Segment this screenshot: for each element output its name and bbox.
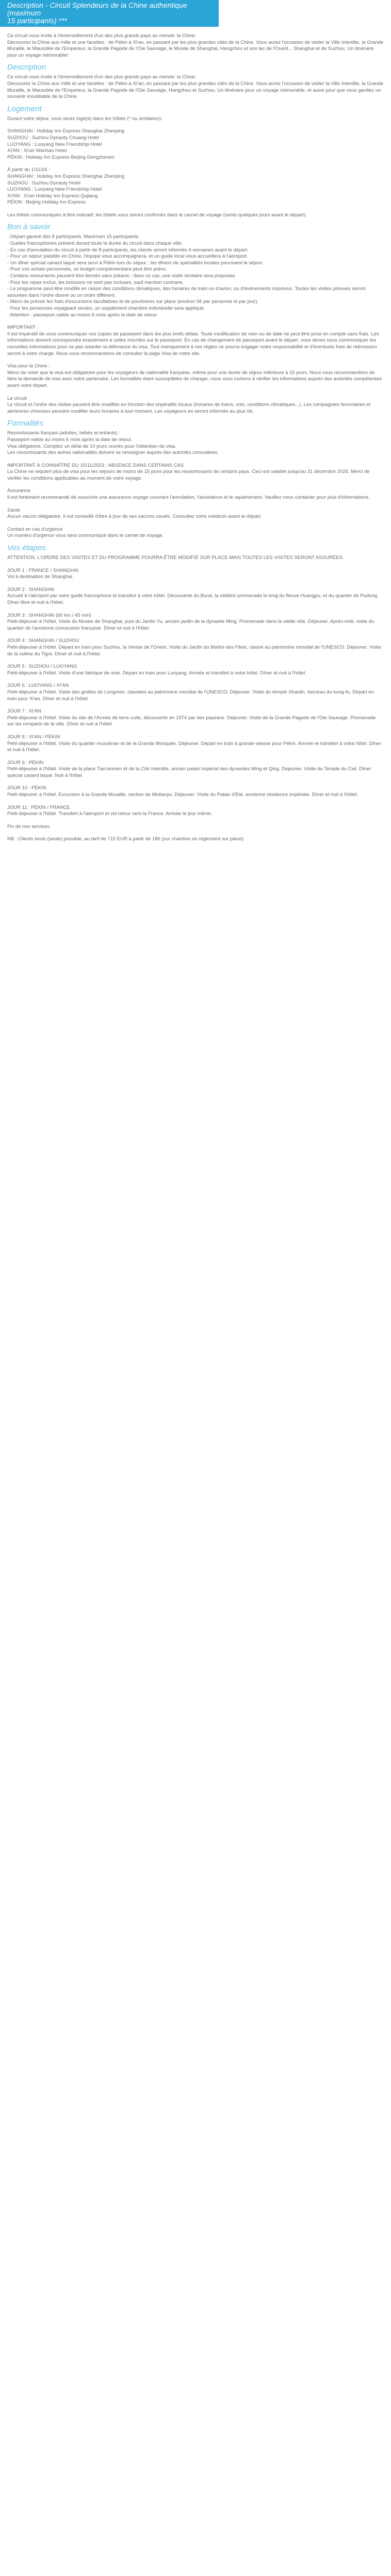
itineraire-heading: Vos étapes xyxy=(7,544,46,553)
formalites-text: Ressortissants français (adultes, bébés et enfants) : xyxy=(7,430,120,436)
logement-intro: Durant votre séjour, vous serez logé(e) dans les hôtels (* ou similaires): xyxy=(7,115,162,122)
important2-title: IMPORTANT À CONNAÎTRE DU 15/11/2023 : ABSENCE DANS CERTAINS CAS xyxy=(7,462,184,468)
list-item: XI'AN : Xi'an Holiday Inn Express Qujiang xyxy=(7,193,98,199)
important2-text: La Chine ne requiert plus de visa pour les séjours de moins de 15 jours pour les ressortissants de certains pays. Ceci est valable jusqu'au 31 décembre 2025. Merci de vérifier les conditions applicables au moment de votre voyage. xyxy=(7,469,370,481)
itineraire-attention: ATTENTION, L'ORDRE DES VISITES ET DU PROGRAMME POURRA ÊTRE MODIFIÉ SUR PLACE MAIS TOUTES LES VISITES SERONT ASSURÉES. xyxy=(7,555,344,561)
important-title: IMPORTANT : xyxy=(7,325,39,331)
list-item: - Pour vos achats personnels, un budget complémentaire peut être prévu. xyxy=(7,266,167,273)
urgence-title: Contact en cas d'urgence xyxy=(7,526,63,532)
day-title: JOUR 7 : XI'AN xyxy=(7,708,41,715)
itineraire-fin: Fin de nos services. xyxy=(7,823,51,829)
page-title-line2: 15 participants) *** xyxy=(7,16,67,25)
day-text: Petit-déjeuner à l'hôtel. Visite de la place Tian'anmen et de la Cité Interdite, ancien palais impérial des dynasties Ming et Qing. Déjeuner. Visite du Temple du Ciel. Dîner spécial canard laqué. Nuit à l'hôtel. xyxy=(7,766,371,778)
list-item: LUOYANG : Luoyang New Friendship Hotel xyxy=(7,141,102,147)
list-item: - Merci de prévoir les frais d'excursions facultatives et de pourboires sur place (environ 5€ par personne et par jour). xyxy=(7,299,259,305)
logement-heading: Logement xyxy=(7,104,42,113)
day-text: Petit-déjeuner à l'hôtel. Visite des grottes de Longmen, classées au patrimoine mondial de l'UNESCO. Déjeuner. Visite du temple Shaolin, berceau du kung-fu. Départ en train pour Xi'an. Dîner et nuit à l'hôtel. xyxy=(7,689,374,702)
day-title: JOUR 2 : SHANGHAI xyxy=(7,586,55,592)
list-item: PÉKIN : Beijing Holiday Inn Express xyxy=(7,199,86,206)
visa-text: Merci de noter que le visa est obligatoire pour les voyageurs de nationalité française, même pour une durée de séjour inférieure à 15 jours. Nous vous recommandons de faire la demande de visa avec notre partenaire. Les formalités étant susceptibles de changer, nous vous invitons à vérifier les informations auprès des autorités compétentes avant votre départ. xyxy=(7,369,382,388)
list-item: - Pour un séjour paisible en Chine, l'équipe vous accompagnera, et un guide local vous accueillera à l'aéroport. xyxy=(7,253,248,260)
bon-a-savoir-list xyxy=(7,234,384,318)
list-item: - Attention : passeport valide au moins 6 mois après la date de retour. xyxy=(7,312,158,318)
day-text: Vol à destination de Shanghai. xyxy=(7,574,74,580)
visa-title: Visa pour la Chine : xyxy=(7,363,50,369)
day-title: JOUR 8 : XI'AN / PÉKIN xyxy=(7,734,60,740)
bon-a-savoir-heading: Bon à savoir xyxy=(7,223,51,232)
list-item: - Le programme peut être modifié en raison des conditions climatiques, des horaires de train ou d'avion, ou d'événements imprévus. Toutes les visites prévues seront assurées dans l'ordre donné ou un ordre différent. xyxy=(7,286,366,298)
day-text: Accueil à l'aéroport par votre guide francophone et transfert à votre hôtel. Découverte du Bund, la célèbre promenade le long du fleuve Huangpu, et du quartier de Pudong. Dîner libre et nuit à l'hôtel. xyxy=(7,593,379,605)
list-item: SUZHOU : Suzhou Dynasty Hotel xyxy=(7,180,81,186)
circuit-text: Le circuit et l'ordre des visites peuvent être modifiés en fonction des impératifs locaux (horaires de trains, vols, conditions climatiques...). Les compagnies ferroviaires et aériennes chinoises peuvent modifier leurs horaires à tout moment. Les voyageurs en seront informés au plus tôt. xyxy=(7,402,371,414)
list-item: - Un dîner spécial canard laqué sera servi à Pékin lors du séjour ; les dîners de spécialités locales ponctuent le séjour. xyxy=(7,260,264,266)
day-title: JOUR 9 : PÉKIN xyxy=(7,759,44,766)
list-item: - Pour les repas inclus, les boissons ne sont pas incluses, sauf mention contraire. xyxy=(7,279,184,285)
page-title-line1: Description - Circuit Splendeurs de la Chine authentique (maximum xyxy=(7,1,187,17)
hotel-list xyxy=(7,128,384,161)
urgence-text: Un numéro d'urgence vous sera communiqué dans le carnet de voyage. xyxy=(7,533,164,539)
day-title: JOUR 3 : SHANGHAI (60 km / 45 min) xyxy=(7,612,91,618)
hotel-list-date: À partir du 1/11/24 : xyxy=(7,167,50,173)
day-title: JOUR 1 : FRANCE / SHANGHAI xyxy=(7,567,79,573)
day-text: Petit-déjeuner à l'hôtel. Départ en train pour Suzhou, la Venise de l'Orient. Visite du Jardin du Maître des Filets, classé au patrimoine mondial de l'UNESCO. Déjeuner. Visite de la colline du Tigre. Dîner et nuit à l'hôtel. xyxy=(7,644,381,657)
description-paragraph: Ce circuit vous invite à l'émerveillement d'un des plus grands pays au monde: la Chine. xyxy=(7,74,197,80)
description-paragraph: Découvrez la Chine aux mille et une facettes : de Pékin à Xi'an, en passant par les plus grandes cités de la Chine. Vous aurez l'occasion de visiter la Ville Interdite, la Grande Muraille, le Mausolée de l'Empereur, la Grande Pagode de l'Oie Sauvage, Hangzhou et Suzhou. Un itinéraire pour un voyage mémorable, et aussi pour que vous gardiez un souvenir inoubliable de la Chine. xyxy=(7,80,384,100)
list-item: - Départ garanti dès 8 participants. Maximum 15 participants. xyxy=(7,234,140,240)
day-text: Petit-déjeuner à l'hôtel. Visite du site de l'Armée de terre cuite, découverte en 1974 par des paysans. Déjeuner. Visite de la Grande Pagode de l'Oie Sauvage. Promenade sur les remparts de la ville. Dîner et nuit à l'hôtel. xyxy=(7,715,376,727)
formalites-heading: Formalités xyxy=(7,419,44,428)
assurance-text: Il est fortement recommandé de souscrire une assurance voyage couvrant l'annulation, l'assistance et le rapatriement. Veuillez nous contacter pour plus d'informations. xyxy=(7,495,370,501)
circuit-title: Le circuit xyxy=(7,395,27,401)
list-item: XI'AN : Xi'an Wanhao Hotel xyxy=(7,148,67,154)
day-text: Petit-déjeuner à l'hôtel. Excursion à la Grande Muraille, section de Mutianyu. Déjeuner. Visite du Palais d'Été, ancienne résidence impériale. Dîner et nuit à l'hôtel. xyxy=(7,792,359,798)
formalites-text: Passeport valide au moins 6 mois après la date de retour. xyxy=(7,436,133,443)
list-item: - Certains monuments peuvent être fermés sans préavis : dans ce cas, une visite similaire sera proposée. xyxy=(7,273,237,279)
list-item: - En cas d'annulation du circuit à partir de 8 participants, les clients seront informés 4 semaines avant le départ. xyxy=(7,247,249,253)
list-item: SUZHOU : Suzhou Dynasty Chuang Hotel xyxy=(7,134,99,141)
page-title xyxy=(0,0,219,27)
sante-text: Aucun vaccin obligatoire. Il est conseillé d'être à jour de ses vaccins usuels. Consultez votre médecin avant le départ. xyxy=(7,514,262,520)
list-item: PÉKIN : Holiday Inn Express Beijing Dongzhimen xyxy=(7,154,115,160)
intro-paragraph: Découvrez la Chine aux mille et une facettes : de Pékin à Xi'an, en passant par les plus grandes cités de la Chine. Vous aurez l'occasion de visiter la Ville Interdite, la Grande Muraille, le Mausolée de l'Empereur, la Grande Pagode de l'Oie Sauvage, le Musée de Shanghai, Hangzhou et son lac de l'Ouest... Shanghai et de Suzhou. Un itinéraire pour un voyage mémorable! xyxy=(7,39,384,58)
day-title: JOUR 4 : SHANGHAI / SUZHOU xyxy=(7,638,79,644)
day-text: Petit-déjeuner à l'hôtel. Visite du Musée de Shanghai, puis du Jardin Yu, ancien jardin de la dynastie Ming. Promenade dans la vieille ville. Déjeuner. Après-midi, visite du quartier de l'ancienne concession française. Dîner et nuit à l'hôtel. xyxy=(7,619,374,631)
list-item: - Pour les personnes voyageant seules, un supplément chambre individuelle sera appliqué. xyxy=(7,306,205,311)
description-heading: Description xyxy=(7,63,46,72)
hotel-list-2 xyxy=(7,174,384,206)
assurance-title: Assurance xyxy=(7,488,30,494)
day-title: JOUR 10 : PÉKIN xyxy=(7,785,46,791)
day-list xyxy=(7,562,384,818)
hotel-note: Les hôtels communiqués à titre indicatif, les hôtels vous seront confirmés dans le carnet de voyage (remis quelques jours avant le départ). xyxy=(7,212,307,218)
important-text: Il est impératif de vous communiquer vos copies de passeport dans les plus brefs délais. Toute modification de nom ou de date ne peut être prise en compte sans frais. Les informations doivent correspondre exactement à celles inscrites sur le passeport. En cas de changement de passeport avant le départ, vous devez nous communiquer les nouvelles informations pour ne pas retarder la délivrance du visa. Tout manquement à ces règles ne pourra engager notre responsabilité et d'éventuels frais de réémission seront à votre charge. Nous vous recommandons de consulter la page Visa de notre site. xyxy=(7,331,379,357)
list-item: LUOYANG : Luoyang New Friendship Hotel xyxy=(7,187,102,193)
footer-note: NB : Clients seuls (seule) possible, au tarif de 715 EUR à partir de 18h (sur chambre du règlement sur place). xyxy=(7,836,245,842)
intro-paragraph: Ce circuit vous invite à l'émerveillement d'un des plus grands pays au monde: la Chine. xyxy=(7,33,197,39)
day-title: JOUR 5 : SUZHOU / LUOYANG xyxy=(7,664,77,670)
formalites-visa: Visa obligatoire. Comptez un délai de 10 jours ouvrés pour l'obtention du visa. xyxy=(7,443,176,449)
day-title: JOUR 11 : PÉKIN / FRANCE xyxy=(7,804,70,810)
sante-title: Santé xyxy=(7,507,20,513)
list-item: SHANGHAI : Holiday Inn Express Shanghai Zhenping xyxy=(7,173,125,179)
day-text: Petit-déjeuner à l'hôtel. Visite d'une fabrique de soie. Départ en train pour Luoyang. Arrivée et transfert à votre hôtel. Dîner et nuit à l'hôtel. xyxy=(7,670,306,676)
day-text: Petit-déjeuner à l'hôtel. Transfert à l'aéroport et vol retour vers la France. Arrivée le jour même. xyxy=(7,811,213,817)
day-text: Petit-déjeuner à l'hôtel. Visite du quartier musulman et de la Grande Mosquée. Déjeuner. Départ en train à grande vitesse pour Pékin. Arrivée et transfert à votre hôtel. Dîner et nuit à l'hôtel. xyxy=(7,740,382,753)
list-item: - Guides francophones présent durant toute la durée du circuit dans chaque ville. xyxy=(7,241,183,247)
day-title: JOUR 6 : LUOYANG / XI'AN xyxy=(7,683,69,689)
list-item: SHANGHAI : Holiday Inn Express Shanghai Zhenping xyxy=(7,128,125,134)
formalites-note: Les ressortissants des autres nationalités doivent se renseigner auprès des autorités consulaires. xyxy=(7,450,219,456)
